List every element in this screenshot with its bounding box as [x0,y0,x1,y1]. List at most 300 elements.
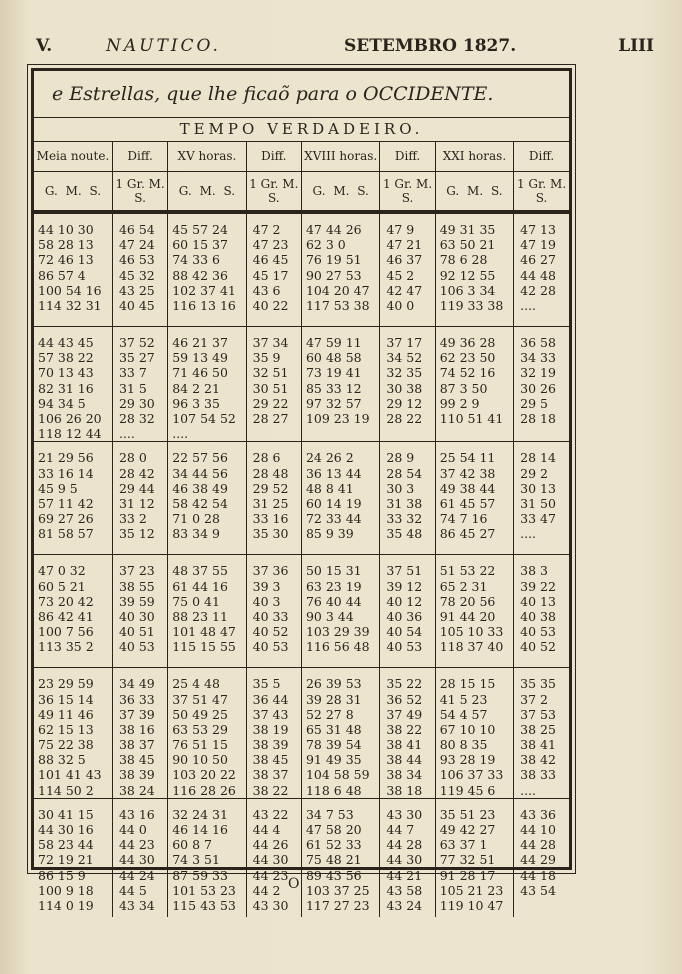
table-value: 100 54 16 [38,282,102,298]
table-value: 40 51 [118,624,155,640]
table-value: 37 42 38 [439,465,496,481]
table-value: 57 38 22 [38,350,94,366]
column-subheader: G. M. S. [34,172,112,213]
table-value: 28 42 [118,465,155,481]
table-value: 60 48 58 [305,350,362,366]
table-value: 105 10 33 [439,624,504,640]
table-value: 115 15 55 [172,639,236,655]
table-value: 45 9 5 [38,480,78,496]
table-cell [168,327,246,442]
table-value: 38 33 [520,767,556,783]
table-value: 37 43 [252,706,289,722]
table-value: 44 7 [386,822,415,837]
column-headers [34,141,569,172]
table-value: 44 21 [386,867,423,883]
table-value: 76 51 15 [172,737,228,753]
table-value: 32 51 [252,365,289,381]
table-value: 104 20 47 [305,282,370,298]
table-value: 103 20 22 [172,767,236,783]
table-value: 75 48 21 [305,852,362,868]
table-value: 21 29 56 [38,450,94,466]
table-value: 47 0 32 [38,563,86,579]
table-value: 28 18 [520,410,556,426]
table-value: 25 54 11 [439,450,496,466]
table-cell [435,327,513,442]
table-value: 31 50 [520,495,556,511]
table-value: 47 2 [252,222,281,237]
table-value: 38 22 [252,782,289,798]
table-value: 43 25 [118,282,155,298]
table-value: 38 41 [386,737,423,753]
table-value: 38 16 [118,721,155,737]
table-cell [301,798,379,917]
table-value: 30 41 15 [38,806,94,822]
table-value: .... [520,297,537,313]
table-value: 61 45 57 [439,495,496,511]
table-cell [168,212,246,327]
table-value: 73 19 41 [305,365,362,381]
table-value: 86 45 27 [439,526,496,542]
table-value: 36 58 [520,335,556,350]
page-number: LIII [618,36,654,56]
column-header: XVIII horas. [301,141,379,172]
table-value: 40 54 [386,624,423,640]
table-value: .... [172,426,189,442]
table-cell [380,555,435,668]
column-subheader: G. M. S. [435,172,513,213]
table-value: 31 38 [386,495,423,511]
table-value: 37 36 [252,563,289,579]
table-value: 37 39 [118,706,155,722]
table-value: 38 24 [118,782,155,798]
table-cell [34,442,112,555]
table-value: 37 53 [520,706,556,722]
column-subheader: 1 Gr. M. S. [246,172,301,213]
table-value: 52 27 8 [305,706,354,722]
table-value: 34 52 [386,350,423,366]
table-value: 78 39 54 [305,737,362,753]
table-value: 118 37 40 [439,639,504,655]
table-value: 60 14 19 [305,495,362,511]
table-value: 36 13 44 [305,465,362,481]
table-value: 35 22 [386,676,423,692]
table-cell [246,327,301,442]
table-value: 40 12 [386,593,423,609]
table-value: 36 52 [386,691,423,707]
table-value: 65 31 48 [305,721,362,737]
table-value: 26 39 53 [305,676,362,692]
table-value: 48 37 55 [172,563,228,579]
table-value: 30 13 [520,480,556,496]
table-value: 35 35 [520,676,556,692]
table-value: 34 44 56 [172,465,228,481]
table-value: 28 0 [118,450,147,466]
table-value [436,426,513,441]
column-header: Diff. [514,141,569,172]
table-cell [112,212,167,327]
table-value: 60 8 7 [172,837,212,853]
table-value: 57 11 42 [38,495,94,511]
table-value: 63 53 29 [172,721,228,737]
table-value: 47 21 [386,237,423,253]
table-value: 42 28 [520,282,556,298]
table-value: 47 13 [520,222,556,237]
table-value: 36 15 14 [38,691,94,707]
table-cell [380,442,435,555]
table-value: 45 57 24 [172,222,228,237]
table-value: 37 2 [520,691,548,707]
table-value: 49 31 35 [439,222,496,237]
table-value: 43 24 [386,897,423,913]
table-value: 43 16 [118,806,155,822]
table-group [34,798,569,917]
table-cell [301,442,379,555]
table-value: 61 44 16 [172,578,228,594]
table-value: 69 27 26 [38,511,94,527]
table-value: 42 47 [386,282,423,298]
table-value: 86 57 4 [38,267,86,283]
table-value [514,898,569,913]
table-title: e Estrellas, que lhe ficaõ para o OCCIDENTE. [34,71,569,118]
table-value: 118 12 44 [38,426,102,442]
table-value: 105 21 23 [439,882,504,898]
table-group [34,212,569,327]
table-frame [31,68,572,913]
table-cell [246,668,301,799]
table-group [34,668,569,799]
table-value: 35 12 [118,526,155,542]
table-value: 30 26 [520,380,556,396]
table-value: 30 38 [386,380,423,396]
table-value: 59 13 49 [172,350,228,366]
table-value: 74 7 16 [439,511,488,527]
table-value: 96 3 35 [172,395,220,411]
table-cell [435,442,513,555]
table-value: 103 37 25 [305,882,370,898]
table-value: 104 58 59 [305,767,370,783]
table-cell [514,668,569,799]
table-value: 49 38 44 [439,480,496,496]
table-value: 47 19 [520,237,556,253]
table-value: 38 55 [118,578,155,594]
table-value: 40 45 [118,297,155,313]
table-value: 62 23 50 [439,350,496,366]
table-cell [168,555,246,668]
table-value: 61 52 33 [305,837,362,853]
table-value: 37 51 [386,563,423,579]
table-value: 35 5 [252,676,281,692]
table-cell [380,798,435,917]
page-header [36,36,654,60]
table-value: 28 14 [520,450,556,466]
table-value: 72 33 44 [305,511,362,527]
table-value: 35 48 [386,526,423,542]
table-group [34,442,569,555]
table-value: 75 0 41 [172,593,220,609]
table-value: 93 28 19 [439,752,496,768]
header-left: V. [36,36,53,56]
table-value: 45 2 [386,267,415,283]
table-value: 40 53 [520,624,556,640]
table-value: 81 58 57 [38,526,94,542]
table-value: 30 51 [252,380,289,396]
table-value: 49 11 46 [38,706,94,722]
table-value: 44 48 [520,267,556,283]
table-value: 119 10 47 [439,897,504,913]
column-header: Diff. [112,141,167,172]
table-value: 76 40 44 [305,593,362,609]
table-value: 35 51 23 [439,806,496,822]
table-value: 29 44 [118,480,155,496]
table-value: 90 27 53 [305,267,362,283]
table-value: 44 30 [252,852,289,868]
table-value: 50 15 31 [305,563,362,579]
table-value: 88 23 11 [172,608,228,624]
table-value: 31 5 [118,380,147,396]
table-value: 38 39 [252,737,289,753]
table-value: 101 41 43 [38,767,102,783]
table-value: 90 3 44 [305,608,354,624]
table-value: 71 46 50 [172,365,228,381]
table-value: 33 16 [252,511,289,527]
table-value: 38 41 [520,737,556,753]
table-value: 43 34 [118,897,155,913]
table-cell [301,555,379,668]
table-value: 47 9 [386,222,415,237]
table-value: 40 33 [252,608,289,624]
table-value: 33 47 [520,511,556,527]
table-value: 33 2 [118,511,147,527]
table-body [34,212,569,917]
ephemeris-table [34,141,569,917]
table-value: 51 53 22 [439,563,496,579]
table-value: 106 37 33 [439,767,504,783]
table-value: 34 7 53 [305,806,354,822]
table-value: 94 34 5 [38,395,86,411]
table-value: 40 52 [252,624,289,640]
table-value: 44 30 16 [38,822,94,837]
table-value: 44 43 45 [38,335,94,350]
table-value: 87 3 50 [439,380,488,396]
table-value: 28 15 15 [439,676,496,692]
table-value: 28 54 [386,465,423,481]
table-value: 39 28 31 [305,691,362,707]
table-value: 35 27 [118,350,155,366]
table-value: 47 59 11 [305,335,362,350]
table-value: 40 36 [386,608,423,624]
table-value: 43 58 [386,882,423,898]
table-value: 58 42 54 [172,495,228,511]
table-value: 77 32 51 [439,852,496,868]
table-value: 113 35 2 [38,639,94,655]
table-value: 44 23 [252,867,289,883]
table-value: 49 36 28 [439,335,496,350]
table-value: 38 37 [252,767,289,783]
table-value: 44 30 [386,852,423,868]
column-subheader: 1 Gr. M. S. [514,172,569,213]
table-value: 117 27 23 [305,897,370,913]
table-value: 32 24 31 [172,806,228,822]
table-value: 44 0 [118,822,147,837]
table-value: 44 18 [520,867,556,883]
table-value: 44 28 [520,837,556,853]
table-value: 46 37 [386,252,423,268]
column-header: XV horas. [168,141,246,172]
table-cell [34,555,112,668]
table-value: 73 20 42 [38,593,94,609]
table-value: 46 53 [118,252,155,268]
table-value: 36 44 [252,691,289,707]
table-value: 46 21 37 [172,335,228,350]
table-value [514,426,569,441]
table-value: 63 50 21 [439,237,496,253]
table-value: 44 24 [118,867,155,883]
table-value: 70 13 43 [38,365,94,381]
table-value: 114 32 31 [38,297,102,313]
table-value: 116 28 26 [172,782,236,798]
table-value: 85 33 12 [305,380,362,396]
table-value: 44 10 [520,822,556,837]
table-value: 74 3 51 [172,852,220,868]
table-value [380,426,434,441]
page-footer-mark: O [288,876,300,892]
table-value: 47 24 [118,237,155,253]
table-value: 71 0 28 [172,511,220,527]
column-subheaders [34,172,569,213]
table-value: 40 3 [252,593,281,609]
table-value: 29 12 [386,395,423,411]
table-value: 114 50 2 [38,782,94,798]
table-value: 25 4 48 [172,676,220,692]
table-value: 28 9 [386,450,415,466]
table-value: 88 42 36 [172,267,228,283]
table-cell [380,212,435,327]
table-value: 47 44 26 [305,222,362,237]
table-value: 28 27 [252,410,289,426]
table-value: 119 45 6 [439,782,496,798]
table-value: 44 23 [118,837,155,853]
table-value: 37 49 [386,706,423,722]
table-value: 43 54 [520,882,556,898]
table-value: 65 2 31 [439,578,488,594]
table-value: .... [118,426,135,442]
table-value: 34 49 [118,676,155,692]
table-value: 89 43 56 [305,867,362,883]
table-value: 60 15 37 [172,237,228,253]
table-value: 80 8 35 [439,737,488,753]
table-cell [435,668,513,799]
table-value: 107 54 52 [172,410,236,426]
table-value: 38 45 [118,752,155,768]
table-cell [112,442,167,555]
table-value [247,426,301,441]
table-value: 50 49 25 [172,706,228,722]
table-value: 28 6 [252,450,281,466]
table-cell [301,327,379,442]
table-value: 37 23 [118,563,155,579]
table-value: 62 15 13 [38,721,94,737]
table-value: 47 58 20 [305,822,362,837]
table-cell [112,327,167,442]
table-cell [34,212,112,327]
table-value: 119 33 38 [439,297,504,313]
table-value: 45 17 [252,267,289,283]
table-value: 75 22 38 [38,737,94,753]
table-cell [34,668,112,799]
table-value: 41 5 23 [439,691,488,707]
table-value: 88 32 5 [38,752,86,768]
table-value: 46 14 16 [172,822,228,837]
table-value: 62 3 0 [305,237,346,253]
table-value: 40 53 [252,639,289,655]
table-value: 46 45 [252,252,289,268]
table-value: 39 3 [252,578,281,594]
table-value: 86 15 9 [38,867,86,883]
table-value: 28 48 [252,465,289,481]
table-value: 116 56 48 [305,639,370,655]
table-value: 84 2 21 [172,380,220,396]
table-value: 47 23 [252,237,289,253]
table-value: 58 28 13 [38,237,94,253]
table-value: 39 59 [118,593,155,609]
table-value: 38 44 [386,752,423,768]
table-value: 43 6 [252,282,281,298]
table-value: 30 3 [386,480,415,496]
column-header: Diff. [380,141,435,172]
table-value: 33 7 [118,365,147,381]
table-cell [380,327,435,442]
table-value: 32 35 [386,365,423,381]
table-cell [435,212,513,327]
table-value: 29 30 [118,395,155,411]
table-value: 44 26 [252,837,289,853]
table-value: 118 6 48 [305,782,362,798]
table-cell [435,798,513,917]
table-value: 46 54 [118,222,155,237]
table-value: 91 28 17 [439,867,496,883]
table-value: 43 30 [386,806,423,822]
table-cell [301,212,379,327]
table-value: 101 48 47 [172,624,236,640]
table-value: 32 19 [520,365,556,381]
table-value: 44 4 [252,822,281,837]
table-value: 33 16 14 [38,465,94,481]
table-value: 86 42 41 [38,608,94,624]
table-value: 22 57 56 [172,450,228,466]
table-value: 37 34 [252,335,289,350]
table-cell [246,442,301,555]
column-header: XXI horas. [435,141,513,172]
table-value: 90 10 50 [172,752,228,768]
table-group [34,327,569,442]
table-value [302,426,379,441]
header-title: NAUTICO. [106,36,221,56]
table-value: 40 13 [520,593,556,609]
table-cell [246,555,301,668]
table-value: 44 30 [118,852,155,868]
table-value: 44 29 [520,852,556,868]
table-value: 44 2 [252,882,281,898]
table-value: 116 13 16 [172,297,236,313]
column-header: Meia noute. [34,141,112,172]
table-value: 74 52 16 [439,365,496,381]
table-value: 28 22 [386,410,423,426]
table-value: 29 2 [520,465,548,481]
table-value: 40 38 [520,608,556,624]
table-value: 39 12 [386,578,423,594]
table-value: 37 52 [118,335,155,350]
table-value: 38 19 [252,721,289,737]
